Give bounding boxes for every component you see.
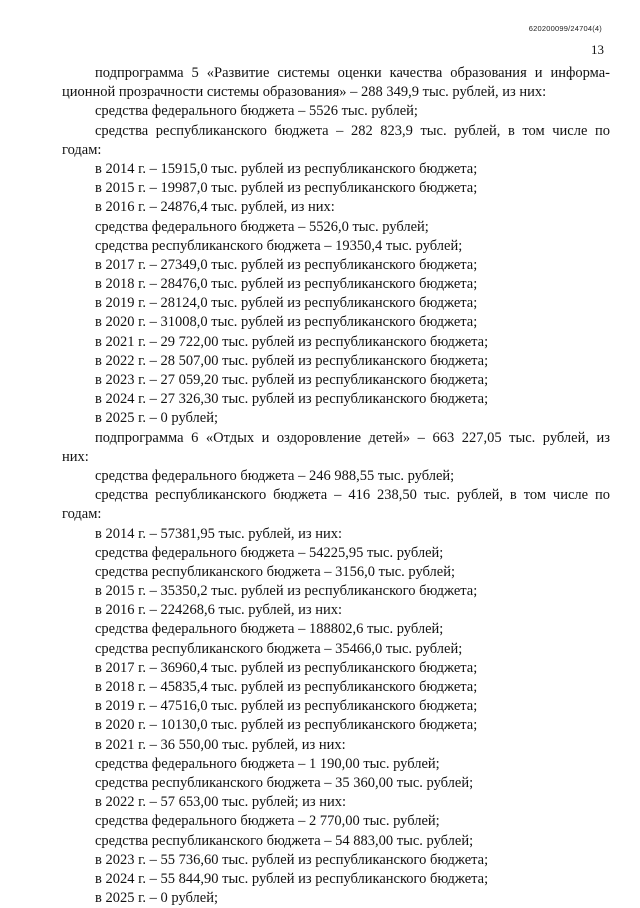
text-line: средства федерального бюджета – 5526,0 тыс. рублей;	[95, 218, 429, 235]
text-line: средства республиканского бюджета – 35 360,00 тыс. рублей;	[95, 774, 474, 791]
text-line: в 2020 г. – 10130,0 тыс. рублей из республиканского бюджета;	[95, 717, 478, 734]
text-line: в 2015 г. – 35350,2 тыс. рублей из республиканского бюджета;	[95, 583, 478, 600]
text-line: в 2021 г. – 36 550,00 тыс. рублей, из них:	[95, 736, 346, 753]
text-line: средства федерального бюджета – 188802,6 тыс. рублей;	[95, 621, 444, 638]
text-line: средства республиканского бюджета – 3156,0 тыс. рублей;	[95, 563, 456, 580]
text-line: в 2020 г. – 31008,0 тыс. рублей из республиканского бюджета;	[95, 314, 478, 331]
text-line: годам:	[62, 141, 102, 158]
text-line: в 2017 г. – 27349,0 тыс. рублей из республиканского бюджета;	[95, 256, 478, 273]
text-line: годам:	[62, 506, 102, 523]
text-line: в 2025 г. – 0 рублей;	[95, 410, 219, 427]
text-line: средства республиканского бюджета – 54 883,00 тыс. рублей;	[95, 832, 474, 849]
text-line: ционной прозрачности системы образования» – 288 349,9 тыс. рублей, из них:	[62, 84, 547, 101]
text-line: в 2018 г. – 45835,4 тыс. рублей из республиканского бюджета;	[95, 679, 478, 695]
text-line: средства республиканского бюджета – 282 823,9 тыс. рублей, в том числе по	[95, 122, 610, 139]
text-line: средства республиканского бюджета – 35466,0 тыс. рублей;	[95, 640, 463, 657]
text-line: в 2023 г. – 27 059,20 тыс. рублей из республиканского бюджета;	[95, 372, 489, 388]
text-line: подпрограмма 5 «Развитие системы оценки качества образования и информа-	[95, 65, 610, 81]
text-line: в 2019 г. – 47516,0 тыс. рублей из республиканского бюджета;	[95, 698, 478, 715]
text-line: в 2016 г. – 24876,4 тыс. рублей, из них:	[95, 199, 335, 216]
text-line: средства республиканского бюджета – 19350,4 тыс. рублей;	[95, 237, 463, 254]
text-line: средства федерального бюджета – 54225,95 тыс. рублей;	[95, 544, 444, 561]
text-line: средства федерального бюджета – 1 190,00 тыс. рублей;	[95, 755, 440, 772]
text-line: в 2018 г. – 28476,0 тыс. рублей из республиканского бюджета;	[95, 276, 478, 293]
text-line: в 2014 г. – 15915,0 тыс. рублей из республиканского бюджета;	[95, 160, 478, 177]
document-code: 620200099/24704(4)	[528, 24, 602, 33]
text-line: подпрограмма 6 «Отдых и оздоровление детей» – 663 227,05 тыс. рублей, из	[95, 429, 610, 446]
text-line: в 2014 г. – 57381,95 тыс. рублей, из них:	[95, 525, 343, 542]
text-line: в 2019 г. – 28124,0 тыс. рублей из республиканского бюджета;	[95, 295, 478, 312]
text-line: в 2021 г. – 29 722,00 тыс. рублей из республиканского бюджета;	[95, 333, 489, 350]
text-line: средства федерального бюджета – 2 770,00 тыс. рублей;	[95, 813, 440, 830]
text-line: средства федерального бюджета – 246 988,55 тыс. рублей;	[95, 467, 455, 484]
text-line: в 2024 г. – 27 326,30 тыс. рублей из республиканского бюджета;	[95, 391, 489, 408]
text-line: них:	[62, 448, 89, 465]
text-line: в 2016 г. – 224268,6 тыс. рублей, из них:	[95, 602, 343, 619]
text-line: средства республиканского бюджета – 416 238,50 тыс. рублей, в том числе по	[95, 487, 610, 504]
text-line: в 2025 г. – 0 рублей;	[95, 890, 219, 907]
text-line: в 2017 г. – 36960,4 тыс. рублей из республиканского бюджета;	[95, 659, 478, 676]
text-line: в 2023 г. – 55 736,60 тыс. рублей из республиканского бюджета;	[95, 851, 489, 868]
text-line: в 2024 г. – 55 844,90 тыс. рублей из республиканского бюджета;	[95, 870, 489, 887]
text-line: в 2022 г. – 57 653,00 тыс. рублей; из них:	[95, 794, 347, 811]
text-line: в 2015 г. – 19987,0 тыс. рублей из республиканского бюджета;	[95, 180, 478, 197]
document-body	[62, 64, 610, 908]
page-number: 13	[591, 42, 604, 57]
text-line: в 2022 г. – 28 507,00 тыс. рублей из республиканского бюджета;	[95, 352, 489, 369]
text-line: средства федерального бюджета – 5526 тыс. рублей;	[95, 103, 418, 120]
